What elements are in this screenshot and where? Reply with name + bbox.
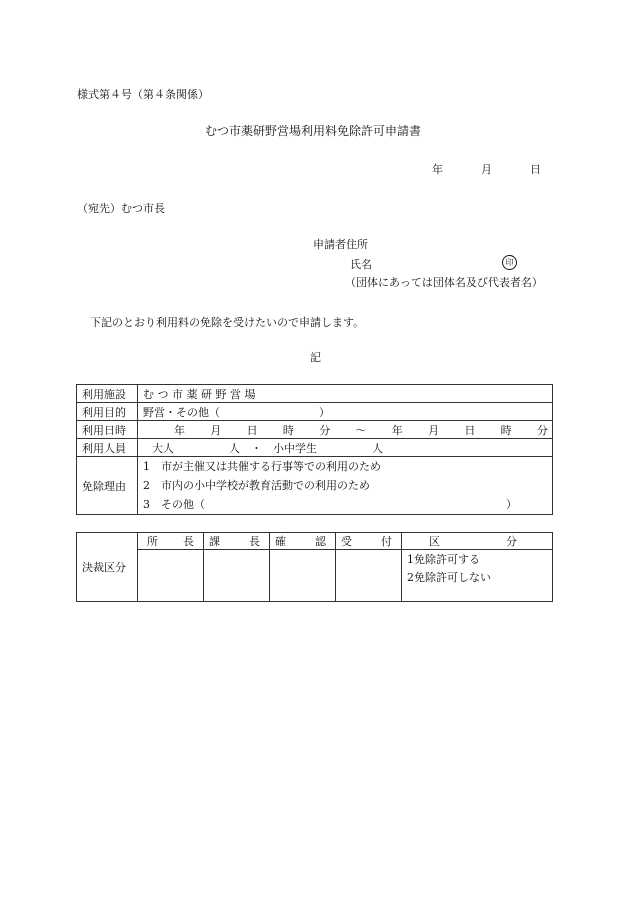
table-row	[77, 550, 553, 602]
purpose-label: 利用目的	[77, 403, 138, 421]
table-row	[77, 439, 553, 457]
datetime-unit: 時	[500, 423, 512, 437]
decision-table	[76, 532, 553, 602]
applicant-address-label: 申請者住所	[313, 238, 368, 251]
datetime-unit: 日	[464, 423, 476, 437]
table-row	[77, 533, 553, 550]
applicant-name-label: 氏名	[350, 258, 372, 271]
application-table	[76, 384, 553, 515]
reason-item: 1 市が主催又は共催する行事等での利用のため	[143, 460, 381, 473]
datetime-unit: 時	[282, 423, 294, 437]
datetime-unit: 分	[319, 423, 331, 437]
option-deny: 2免除許可しない	[407, 571, 491, 584]
decision-options	[402, 550, 553, 602]
reason-label: 免除理由	[77, 457, 138, 515]
header-kacho: 課 長	[204, 533, 270, 550]
datetime-unit: 月	[210, 423, 222, 437]
datetime-unit: 分	[536, 423, 548, 437]
form-number: 様式第４号（第４条関係）	[77, 88, 209, 101]
table-row	[77, 421, 553, 439]
option-approve: 1免除許可する	[407, 553, 480, 566]
ki-heading: 記	[310, 351, 321, 364]
table-row	[77, 385, 553, 403]
page-title: むつ市薬研野営場利用料免除許可申請書	[205, 124, 422, 138]
people-value: 大人 人 ・ 小中学生 人	[138, 439, 553, 457]
body-text: 下記のとおり利用料の免除を受けたいので申請します。	[90, 316, 365, 329]
addressee: （宛先）むつ市長	[77, 202, 165, 215]
header-kubun: 区 分	[402, 533, 553, 550]
datetime-unit: 月	[428, 423, 440, 437]
reason-item: 2 市内の小中学校が教育活動での利用のため	[143, 479, 370, 492]
date-day: 日	[530, 163, 541, 176]
seal-mark	[502, 255, 517, 270]
reason-item: 3 その他（	[143, 498, 205, 511]
table-row	[77, 457, 553, 515]
purpose-value: 野営・その他（ ）	[138, 403, 553, 421]
seal-icon: 印	[502, 255, 517, 270]
datetime-unit: 日	[246, 423, 258, 437]
applicant-note: （団体にあっては団体名及び代表者名）	[345, 276, 543, 289]
stamp-cell-kakunin	[270, 550, 336, 602]
stamp-cell-shocho	[138, 550, 204, 602]
facility-value: む つ 市 薬 研 野 営 場	[138, 385, 553, 403]
header-uketsuke: 受 付	[336, 533, 402, 550]
facility-label: 利用施設	[77, 385, 138, 403]
header-kakunin: 確 認	[270, 533, 336, 550]
table-row	[77, 403, 553, 421]
decision-label: 決裁区分	[77, 533, 138, 602]
stamp-cell-kacho	[204, 550, 270, 602]
date-year: 年	[432, 163, 443, 176]
reason-other-close: ）	[506, 498, 517, 511]
people-label: 利用人員	[77, 439, 138, 457]
datetime-value	[138, 421, 553, 439]
datetime-label: 利用日時	[77, 421, 138, 439]
datetime-unit: 年	[174, 423, 185, 437]
datetime-unit: ～	[355, 423, 367, 437]
reason-list	[138, 457, 553, 515]
header-shocho: 所 長	[138, 533, 204, 550]
date-month: 月	[481, 163, 492, 176]
reason-other-row	[143, 495, 547, 514]
stamp-cell-uketsuke	[336, 550, 402, 602]
datetime-unit: 年	[391, 423, 403, 437]
